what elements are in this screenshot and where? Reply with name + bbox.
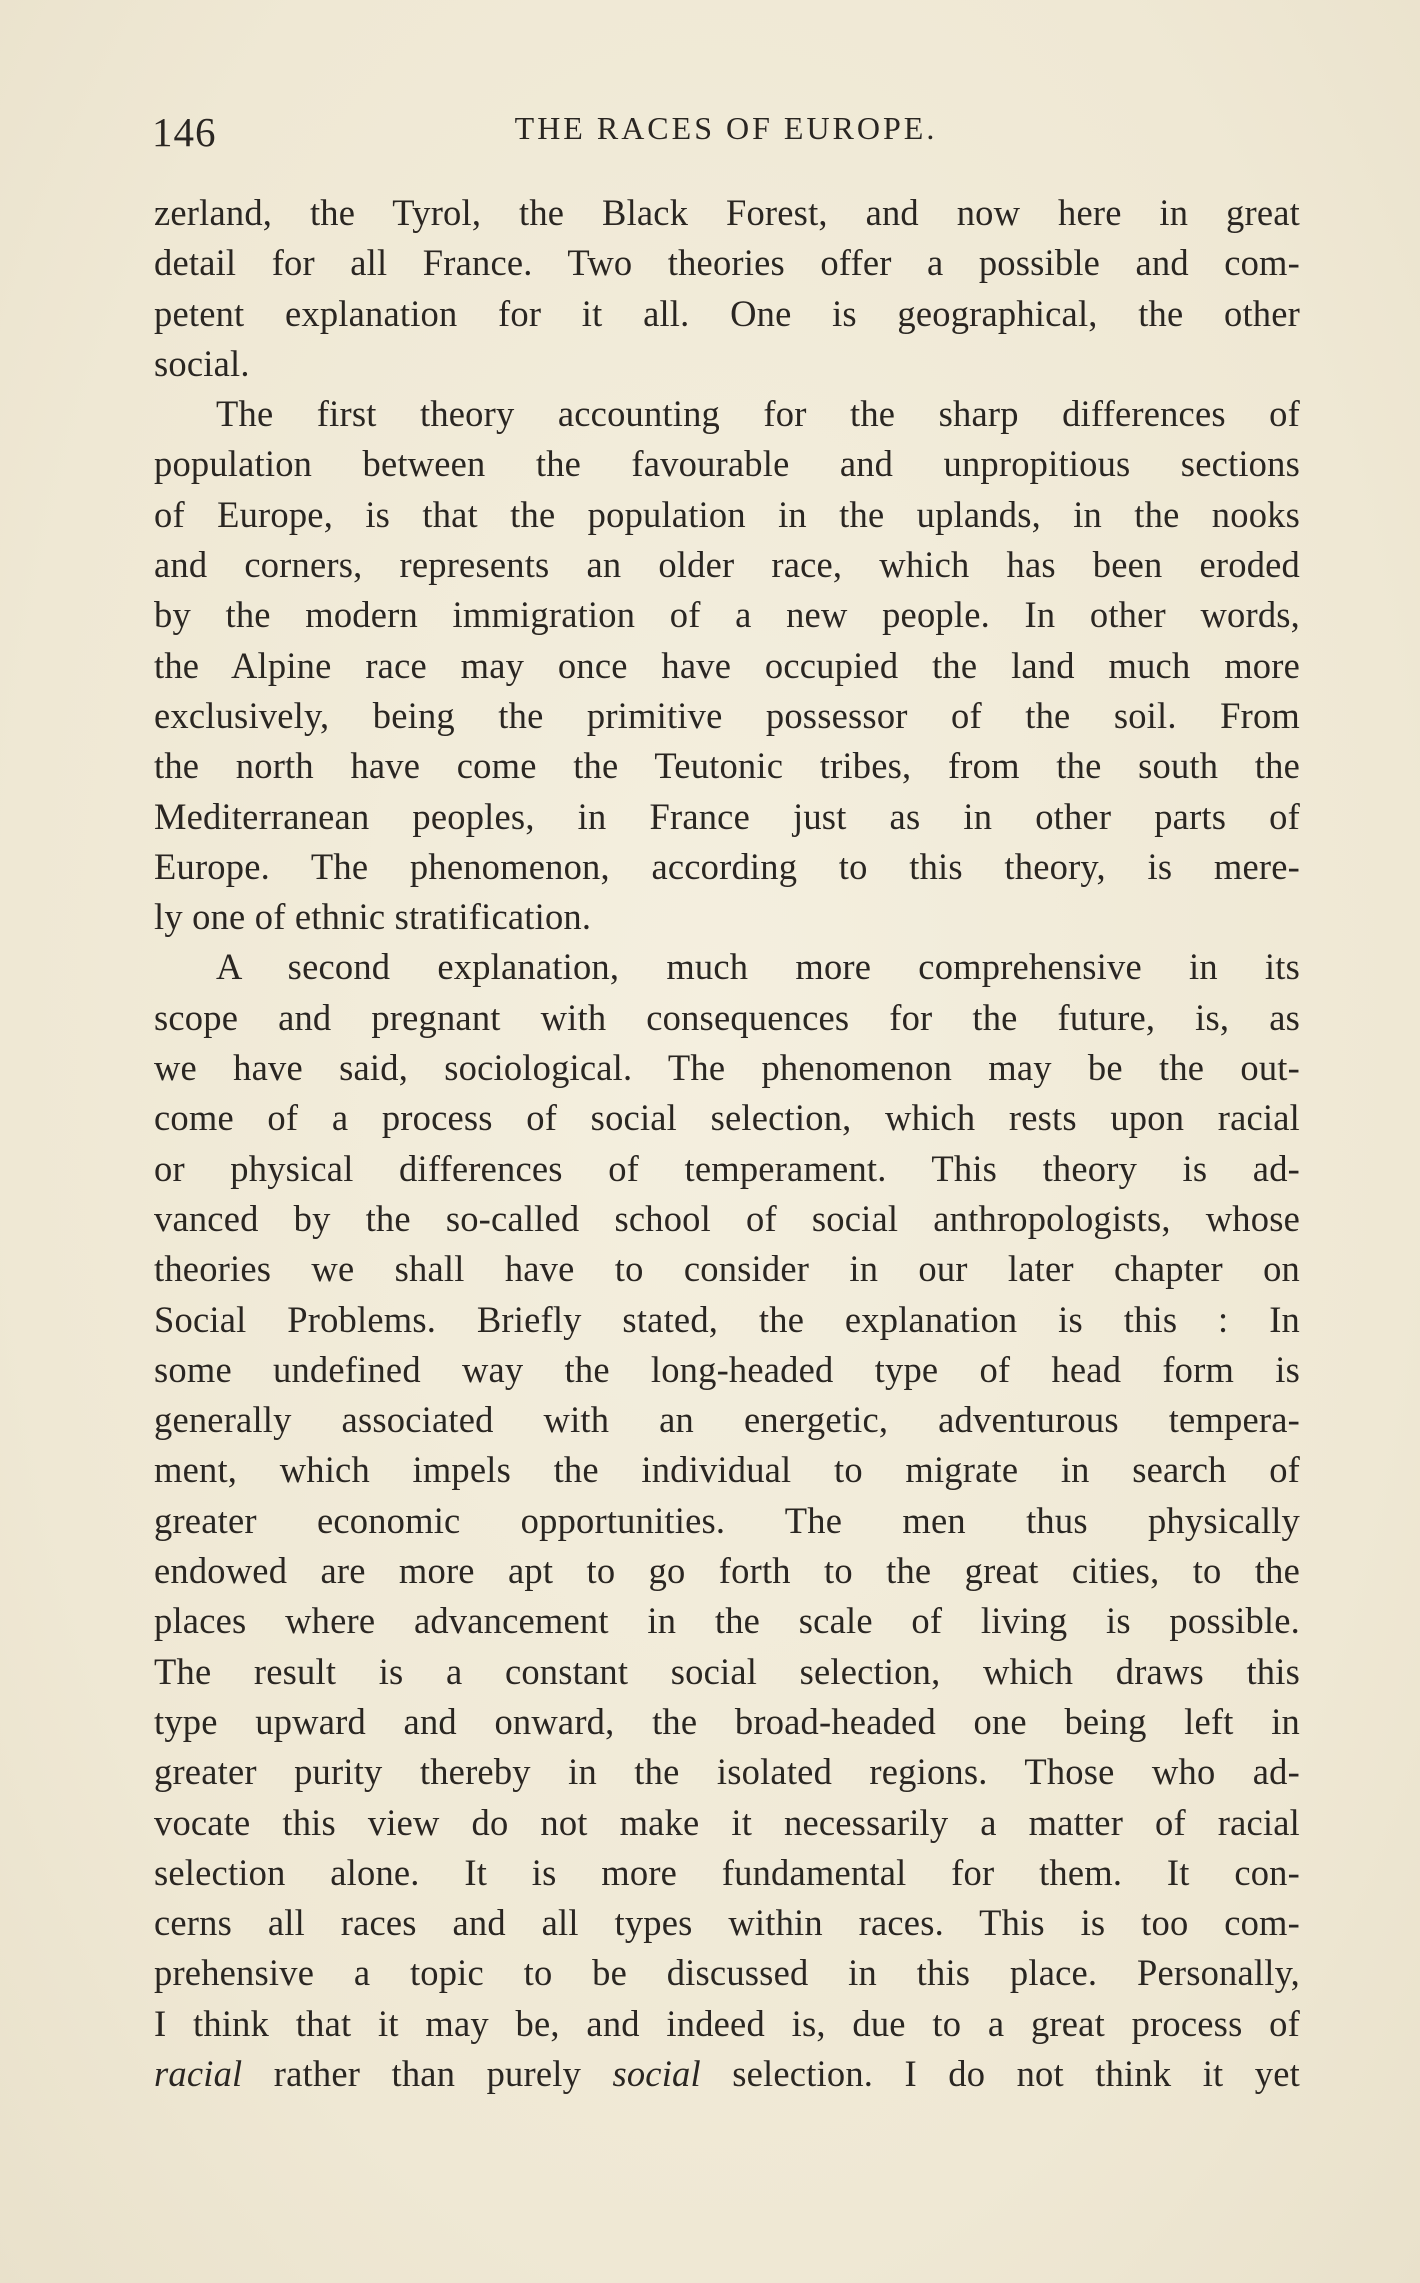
text-segment: rather than purely: [242, 2052, 613, 2094]
text-line: the Alpine race may once have occupied the land much more: [154, 644, 1300, 686]
text-line: detail for all France. Two theories offer a possible and com-: [154, 242, 1300, 284]
page-header: [150, 108, 1302, 168]
text-line: generally associated with an energetic, adventurous tempera-: [154, 1399, 1300, 1441]
text-line: of Europe, is that the population in the uplands, in the nooks: [154, 493, 1300, 535]
italic-word: racial: [154, 2052, 243, 2094]
text-line: Social Problems. Briefly stated, the explanation is this : In: [154, 1298, 1300, 1340]
text-line: cerns all races and all types within races. This is too com-: [154, 1902, 1300, 1944]
text-line-mixed: [154, 2049, 1300, 2099]
text-line: Mediterranean peoples, in France just as in other parts of: [154, 795, 1300, 837]
text-line: type upward and onward, the broad-headed one being left in: [154, 1700, 1300, 1742]
paragraph-first-line: The first theory accounting for the sharp differences of: [216, 393, 1300, 435]
text-line: the north have come the Teutonic tribes, from the south the: [154, 745, 1300, 787]
text-line: population between the favourable and unpropitious sections: [154, 443, 1300, 485]
text-line: zerland, the Tyrol, the Black Forest, and now here in great: [154, 192, 1300, 233]
text-line: come of a process of social selection, which rests upon racial: [154, 1097, 1300, 1139]
text-line: greater purity thereby in the isolated regions. Those who ad-: [154, 1751, 1300, 1793]
text-line: vocate this view do not make it necessarily a matter of racial: [154, 1801, 1300, 1843]
page-number: 146: [152, 109, 217, 155]
italic-word: social: [612, 2052, 701, 2094]
text-segment: selection. I do not think it yet: [700, 2052, 1300, 2094]
text-line: ment, which impels the individual to migrate in search of: [154, 1449, 1300, 1491]
text-line: selection alone. It is more fundamental for them. It con-: [154, 1851, 1300, 1893]
text-line: Europe. The phenomenon, according to this theory, is mere-: [154, 845, 1300, 887]
text-line: we have said, sociological. The phenomenon may be the out-: [154, 1047, 1300, 1089]
text-line: petent explanation for it all. One is geographical, the other: [154, 292, 1300, 334]
text-line: exclusively, being the primitive possessor of the soil. From: [154, 694, 1300, 736]
text-line: ly one of ethnic stratification.: [154, 896, 592, 938]
paragraph-first-line: A second explanation, much more comprehensive in its: [216, 946, 1300, 988]
body-text: [154, 188, 1300, 2099]
text-line: scope and pregnant with consequences for the future, is, as: [154, 996, 1300, 1038]
text-line: greater economic opportunities. The men thus physically: [154, 1499, 1300, 1541]
text-line: and corners, represents an older race, which has been eroded: [154, 544, 1300, 586]
text-line: vanced by the so-called school of social anthropologists, whose: [154, 1197, 1300, 1239]
text-line: theories we shall have to consider in our later chapter on: [154, 1248, 1300, 1290]
text-line: by the modern immigration of a new people. In other words,: [154, 594, 1300, 636]
text-line: endowed are more apt to go forth to the great cities, to the: [154, 1550, 1300, 1592]
text-line: some undefined way the long-headed type of head form is: [154, 1348, 1300, 1390]
text-line: I think that it may be, and indeed is, due to a great process of: [154, 2002, 1300, 2044]
text-line: prehensive a topic to be discussed in this place. Personally,: [154, 1952, 1300, 1994]
text-line: social.: [154, 342, 250, 384]
text-line: or physical differences of temperament. This theory is ad-: [154, 1147, 1300, 1189]
running-head: THE RACES OF EUROPE.: [514, 110, 938, 146]
text-line: places where advancement in the scale of living is possible.: [154, 1600, 1300, 1642]
text-line: The result is a constant social selection, which draws this: [154, 1650, 1300, 1692]
